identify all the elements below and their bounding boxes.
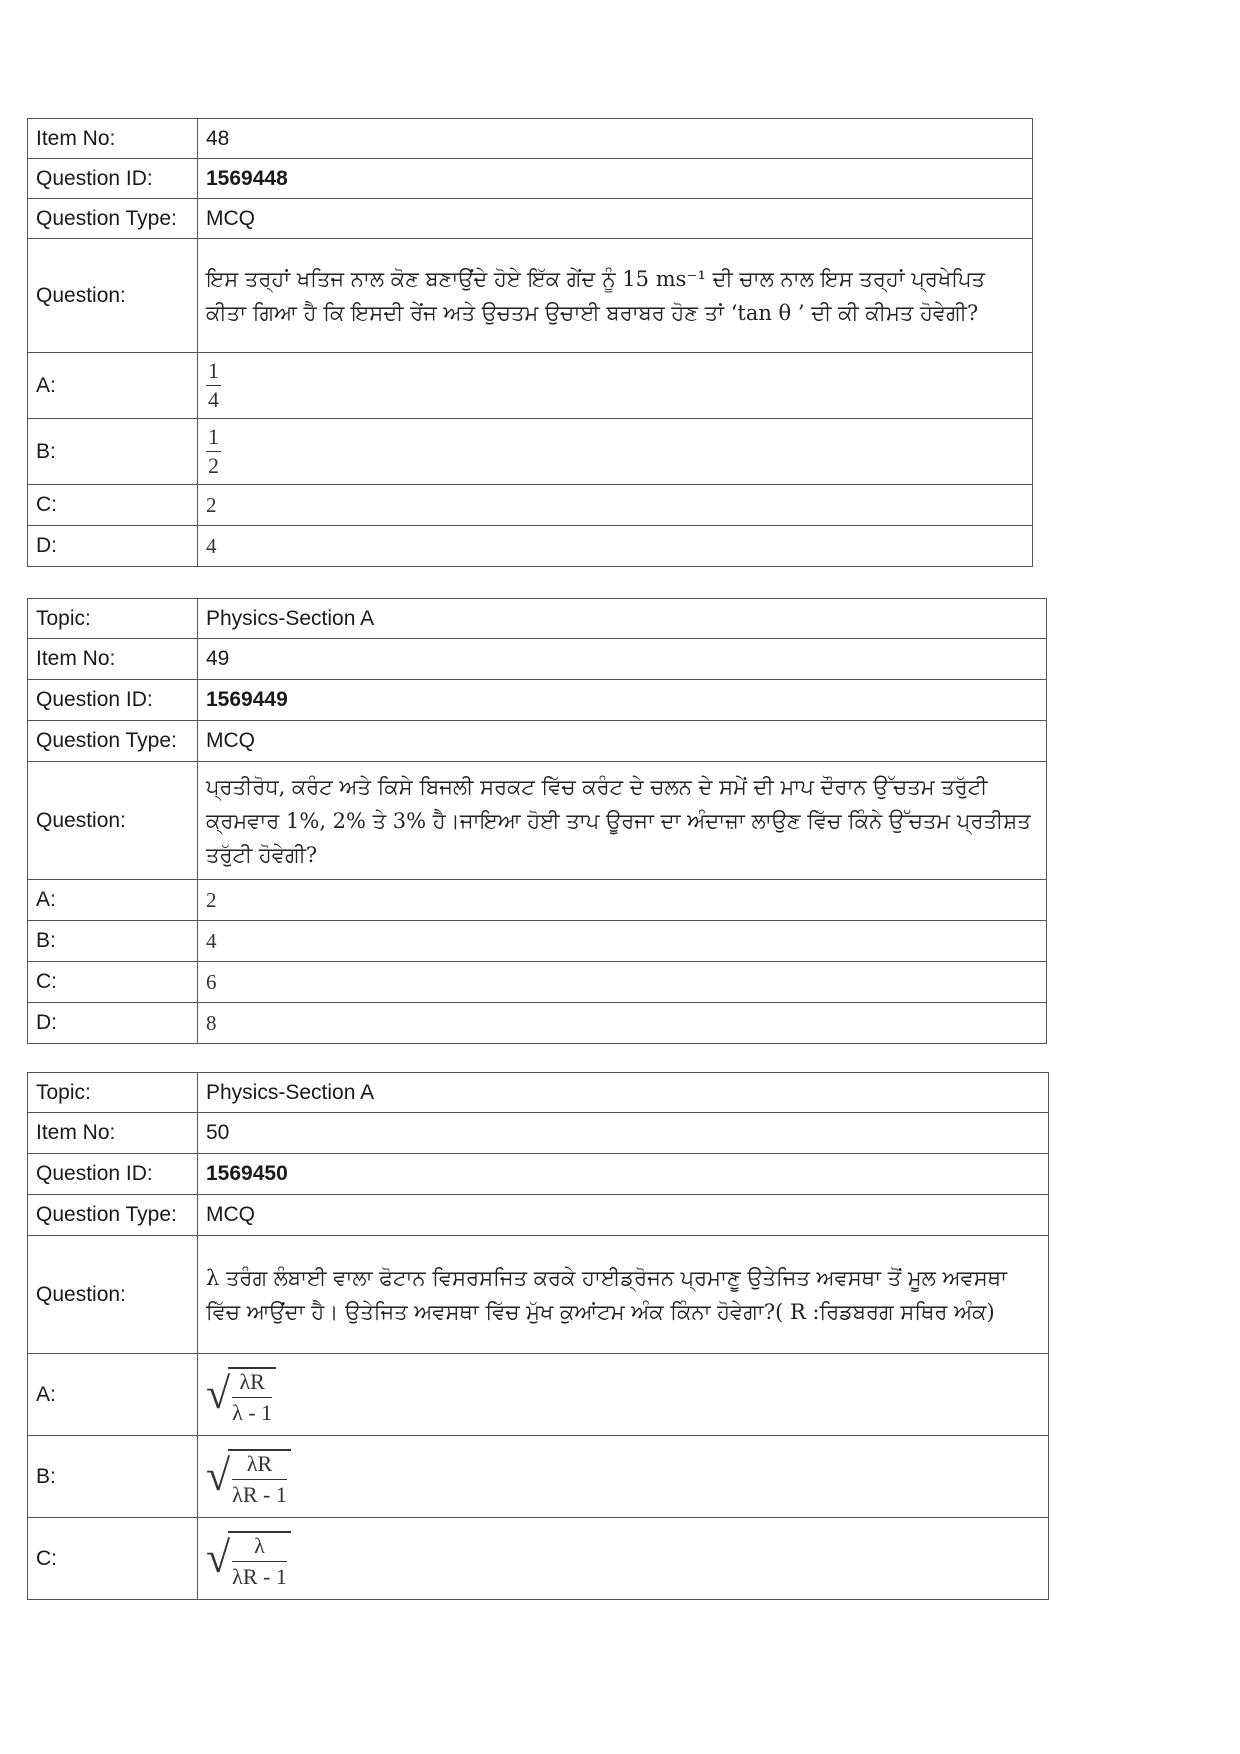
question-text: ਪ੍ਰਤੀਰੋਧ, ਕਰੰਟ ਅਤੇ ਕਿਸੇ ਬਿਜਲੀ ਸਰਕਟ ਵਿੱਚ ਕਰੰਟ ਦੇ ਚਲਨ ਦੇ ਸਮੇਂ ਦੀ ਮਾਪ ਦੌਰਾਨ ਉੱਚਤਮ ਤਰੁੱਟੀ ਕ੍ਰਮਵਾਰ 1%, 2% ਤੇ 3% ਹੈ।ਜਾਇਆ ਹੋਈ ਤਾਪ ਊਰਜਾ ਦਾ ਅੰਦਾਜ਼ਾ ਲਾਉਣ ਵਿੱਚ ਕਿੰਨੇ ਉੱਚਤਮ ਪ੍ਰਤੀਸ਼ਤ ਤਰੁੱਟੀ ਹੋਵੇਗੀ? xyxy=(198,762,1047,880)
fraction-numerator: 1 xyxy=(208,424,219,449)
option-a-value: 2 xyxy=(198,880,1047,921)
question-label: Question: xyxy=(28,239,198,353)
item-no-value: 50 xyxy=(198,1113,1049,1154)
item-no-value: 48 xyxy=(198,119,1033,159)
option-c-value: 2 xyxy=(198,485,1033,526)
question-type-value: MCQ xyxy=(198,199,1033,239)
topic-label: Topic: xyxy=(28,1073,198,1113)
question-table-48 xyxy=(27,118,1033,567)
option-d-label: D: xyxy=(28,526,198,567)
option-b-label: B: xyxy=(28,921,198,962)
question-type-label: Question Type: xyxy=(28,199,198,239)
topic-label: Topic: xyxy=(28,599,198,639)
fraction-numerator: λ xyxy=(254,1533,265,1558)
option-b-label: B: xyxy=(28,1436,198,1518)
question-id-label: Question ID: xyxy=(28,1154,198,1195)
fraction-denominator: 2 xyxy=(208,453,219,478)
option-b-label: B: xyxy=(28,419,198,485)
option-c-value: 6 xyxy=(198,962,1047,1003)
fraction-numerator: λR xyxy=(239,1369,265,1394)
item-no-label: Item No: xyxy=(28,639,198,680)
question-id-label: Question ID: xyxy=(28,159,198,199)
option-a-value xyxy=(198,1354,1049,1436)
question-type-value: MCQ xyxy=(198,1195,1049,1236)
square-root-expression xyxy=(206,1363,276,1426)
item-no-label: Item No: xyxy=(28,119,198,159)
square-root-expression xyxy=(206,1445,291,1508)
question-id-value: 1569450 xyxy=(198,1154,1049,1195)
option-d-label: D: xyxy=(28,1003,198,1044)
option-c-value xyxy=(198,1518,1049,1600)
fraction xyxy=(206,425,221,478)
radical-sign: √ xyxy=(206,1533,231,1582)
question-id-label: Question ID: xyxy=(28,680,198,721)
topic-value: Physics-Section A xyxy=(198,599,1047,639)
fraction-numerator: 1 xyxy=(208,358,219,383)
fraction-denominator: λR - 1 xyxy=(232,1564,287,1589)
question-text: λ ਤਰੰਗ ਲੰਬਾਈ ਵਾਲਾ ਫੋਟਾਨ ਵਿਸਰਸਜਿਤ ਕਰਕੇ ਹਾਈਡ੍ਰੋਜਨ ਪ੍ਰਮਾਣੂ ਉਤੇਜਿਤ ਅਵਸਥਾ ਤੋਂ ਮੂਲ ਅਵਸਥਾ ਵਿੱਚ ਆਉਂਦਾ ਹੈ। ਉਤੇਜਿਤ ਅਵਸਥਾ ਵਿੱਚ ਮੁੱਖ ਕੁਆਂਟਮ ਅੰਕ ਕਿੰਨਾ ਹੋਵੇਗਾ?( R :ਰਿਡਬਰਗ ਸਥਿਰ ਅੰਕ) xyxy=(198,1236,1049,1354)
question-type-value: MCQ xyxy=(198,721,1047,762)
fraction-denominator: λ - 1 xyxy=(232,1400,273,1425)
question-type-label: Question Type: xyxy=(28,721,198,762)
item-no-label: Item No: xyxy=(28,1113,198,1154)
question-label: Question: xyxy=(28,762,198,880)
question-text: ਇਸ ਤਰ੍ਹਾਂ ਖਤਿਜ ਨਾਲ ਕੋਣ ਬਣਾਉਂਦੇ ਹੋਏ ਇੱਕ ਗੇਂਦ ਨੂੰ 15 ms⁻¹ ਦੀ ਚਾਲ ਨਾਲ ਇਸ ਤਰ੍ਹਾਂ ਪ੍ਰਖੇਪਿਤ ਕੀਤਾ ਗਿਆ ਹੈ ਕਿ ਇਸਦੀ ਰੇਂਜ ਅਤੇ ਉਚਤਮ ਉਚਾਈ ਬਰਾਬਰ ਹੋਣ ਤਾਂ ‘tan θ ’ ਦੀ ਕੀ ਕੀਮਤ ਹੋਵੇਗੀ? xyxy=(198,239,1033,353)
option-d-value: 8 xyxy=(198,1003,1047,1044)
option-a-label: A: xyxy=(28,1354,198,1436)
radical-sign: √ xyxy=(206,1451,231,1500)
fraction-denominator: λR - 1 xyxy=(232,1482,287,1507)
question-id-value: 1569449 xyxy=(198,680,1047,721)
option-d-value: 4 xyxy=(198,526,1033,567)
option-c-label: C: xyxy=(28,1518,198,1600)
fraction-denominator: 4 xyxy=(208,387,219,412)
option-a-label: A: xyxy=(28,880,198,921)
fraction-numerator: λR xyxy=(246,1451,273,1476)
topic-value: Physics-Section A xyxy=(198,1073,1049,1113)
option-c-label: C: xyxy=(28,485,198,526)
radical-sign: √ xyxy=(206,1369,231,1418)
option-a-label: A: xyxy=(28,353,198,419)
item-no-value: 49 xyxy=(198,639,1047,680)
question-label: Question: xyxy=(28,1236,198,1354)
question-id-value: 1569448 xyxy=(198,159,1033,199)
question-table-49 xyxy=(27,598,1047,1044)
option-c-label: C: xyxy=(28,962,198,1003)
option-b-value: 4 xyxy=(198,921,1047,962)
option-b-value xyxy=(198,1436,1049,1518)
option-b-value xyxy=(198,419,1033,485)
fraction xyxy=(206,359,221,412)
question-type-label: Question Type: xyxy=(28,1195,198,1236)
question-table-50 xyxy=(27,1072,1049,1600)
square-root-expression xyxy=(206,1527,291,1590)
option-a-value xyxy=(198,353,1033,419)
